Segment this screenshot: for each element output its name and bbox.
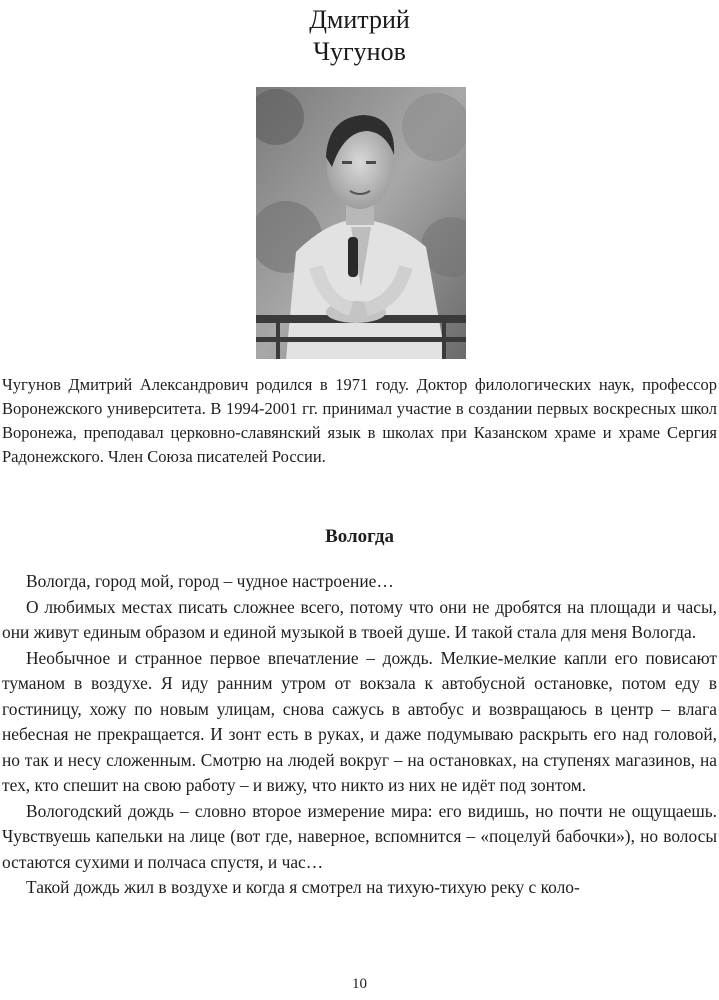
author-portrait-image <box>256 87 466 359</box>
page-number: 10 <box>352 976 367 992</box>
author-first-name: Дмитрий <box>309 5 410 34</box>
essay-paragraph: Необычное и странное первое впечатление – дождь. Мелкие-мелкие капли его повисают туманом в воздухе. Я иду ранним утром от вокзала к автобусной остановке, потом еду в гостиницу, хожу по новым улицам, снова сажусь в автобус и возвращаюсь в центр – влага небесная не прекращается. И зонт есть в руках, и даже подумываю раскрыть его над головой, но так и несу сложенным. Смотрю на людей вокруг – на остановках, на ступенях магазинов, на тех, кто спешит на свою работу – и вижу, что никто из них не идёт под зонтом. <box>2 647 717 795</box>
author-name <box>0 4 719 68</box>
essay-paragraph: Такой дождь жил в воздухе и когда я смотрел на тихую-тихую реку с коло- <box>26 877 580 897</box>
essay-paragraph: О любимых местах писать сложнее всего, потому что они не дробятся на площади и часы, они живут единым образом и единой музыкой в твоей душе. И такой стала для меня Вологда. <box>2 596 717 642</box>
essay-paragraph: Вологда, город мой, город – чудное настроение… <box>26 571 394 591</box>
author-bio <box>2 373 717 469</box>
section-title: Вологда <box>325 526 394 547</box>
bio-paragraph: Чугунов Дмитрий Александрович родился в 1971 году. Доктор филологических наук, профессор Воронежского университета. В 1994-2001 гг. принимал участие в создании первых воскресных школ Воронежа, преподавал церковно-славянский язык в школах при Казанском храме и храме Сергия Радонежского. Член Союза писателей России. <box>2 375 717 466</box>
author-photo <box>256 87 466 359</box>
essay-paragraph: Вологодский дождь – словно второе измерение мира: его видишь, но почти не ощущаешь. Чувствуешь капельки на лице (вот где, наверное, вспомнится – «поцелуй бабочки»), но волосы остаются сухими и полчаса спустя, и час… <box>2 800 717 872</box>
essay-body <box>2 569 717 901</box>
author-last-name: Чугунов <box>313 37 406 66</box>
